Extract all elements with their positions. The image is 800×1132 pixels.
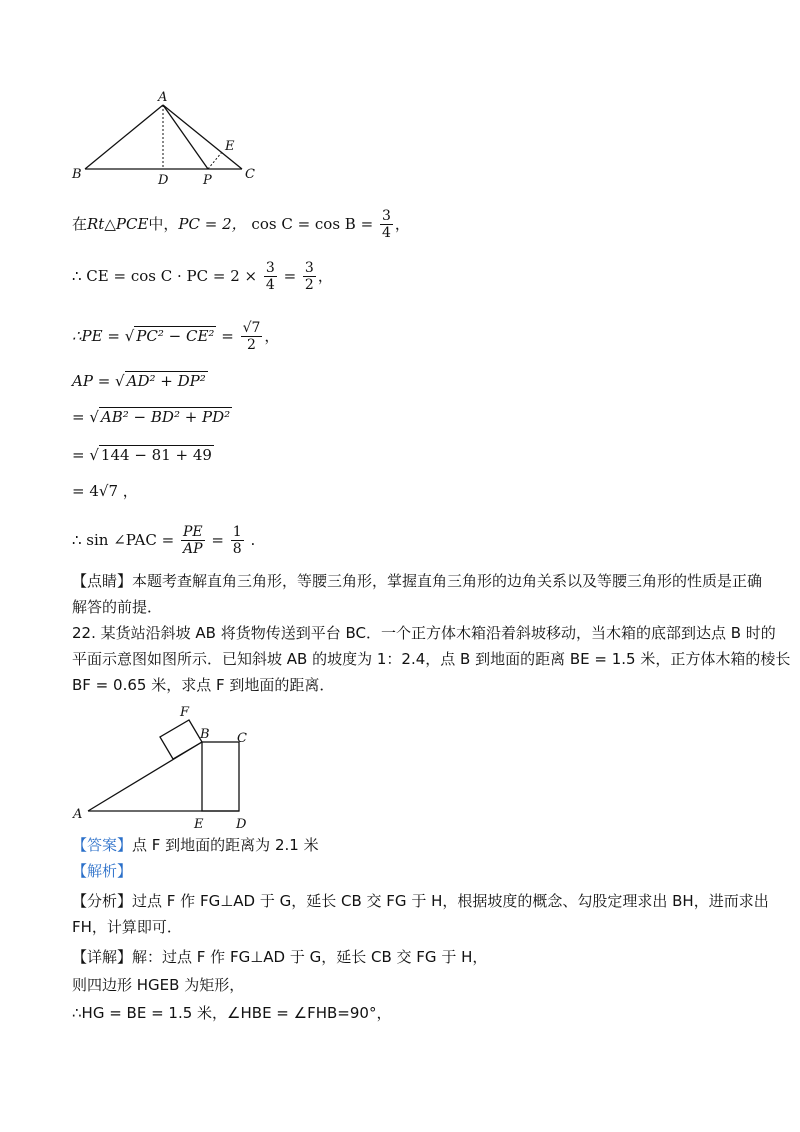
xiangjie-text: ∴HG = BE = 1.5 米，∠HBE = ∠FHB=90°， [72, 1004, 392, 1022]
xiangjie-line-2 [72, 974, 244, 996]
comment-line-2 [72, 596, 162, 618]
radicand: AB² − BD² + PD² [100, 408, 231, 426]
label-a2: A [73, 807, 83, 822]
numerator: 3 [381, 208, 391, 224]
radical: √ AD² + DP² [115, 372, 206, 390]
solution-line-5 [72, 406, 232, 428]
question-line-1 [72, 622, 776, 644]
solution-line-2 [72, 260, 333, 293]
question-line-3 [72, 674, 334, 696]
math: Rt△PCE [87, 215, 149, 233]
question-text: 22. 某货站沿斜坡 AB 将货物传送到平台 BC．一个正方体木箱沿着斜坡移动，当木箱的底部到达点 B 时的 [72, 624, 776, 642]
side-ab [85, 105, 163, 169]
text: 在 [72, 215, 88, 233]
denominator: 2 [304, 277, 314, 293]
radical: √ 144 − 81 + 49 [89, 446, 212, 464]
label-d2: D [236, 817, 247, 832]
fenxi-tag: 【分析】 [72, 892, 133, 910]
math: = [72, 446, 85, 464]
math: cos C = cos B = [251, 215, 374, 233]
question-text: BF = 0.65 米，求点 F 到地面的距离． [72, 676, 335, 694]
text: ， [394, 215, 410, 233]
numerator: 1 [232, 524, 242, 540]
solution-line-1 [72, 208, 410, 241]
segment-pe [208, 152, 222, 169]
numerator: 3 [304, 260, 314, 276]
fenxi-line-2 [72, 916, 182, 938]
label-p: P [203, 173, 212, 188]
comment-text: 解答的前提． [72, 598, 163, 616]
label-e2: E [194, 817, 204, 832]
label-c: C [245, 167, 255, 182]
xiangjie-line-1 [72, 946, 487, 968]
fraction [241, 320, 263, 353]
fenxi-text: FH，计算即可． [72, 918, 182, 936]
math: = [283, 267, 297, 285]
fraction [231, 524, 244, 557]
fraction [380, 208, 393, 241]
label-c2: C [237, 731, 247, 746]
fenxi-line-1 [72, 890, 769, 912]
radicand: PC² − CE² [136, 327, 215, 345]
radicand: AD² + DP² [126, 372, 206, 390]
label-d: D [158, 173, 169, 188]
xiangjie-line-3 [72, 1002, 391, 1024]
math: = 4√7 ， [72, 482, 138, 500]
math: ∴ sin ∠PAC = [72, 531, 175, 549]
fraction [303, 260, 316, 293]
math: ∴PE = [72, 327, 120, 345]
triangle-figure [60, 88, 280, 188]
math: ∴ CE = cos C · PC = 2 × [72, 267, 258, 285]
comment-text: 本题考查解直角三角形，等腰三角形，掌握直角三角形的边角关系以及等腰三角形的性质是正确 [132, 572, 763, 590]
denominator: AP [181, 540, 205, 557]
math: = [211, 531, 224, 549]
label-b2: B [200, 727, 210, 742]
xiangjie-text: 则四边形 HGEB 为矩形， [72, 976, 245, 994]
solution-line-3 [72, 320, 279, 353]
text: 中， [148, 215, 179, 233]
math: = [72, 408, 85, 426]
denominator: 4 [381, 225, 391, 241]
denominator: 8 [232, 541, 242, 557]
numerator: 3 [265, 260, 275, 276]
answer-tag: 【答案】 [72, 836, 133, 854]
math: PC = 2， [178, 215, 247, 233]
xiangjie-tag: 【详解】 [72, 948, 133, 966]
question-text: 平面示意图如图所示．已知斜坡 AB 的坡度为 1：2.4，点 B 到地面的距离 BE = 1.5 米，正方体木箱的棱长 [72, 650, 791, 668]
side-ac [163, 105, 242, 169]
radicand: 144 − 81 + 49 [100, 446, 212, 464]
denominator: 2 [241, 336, 263, 353]
answer-line [72, 834, 319, 856]
denominator: 4 [265, 277, 275, 293]
fenxi-text: 过点 F 作 FG⊥AD 于 G，延长 CB 交 FG 于 H，根据坡度的概念、勾股定理求出 BH，进而求出 [132, 892, 769, 910]
radical: √ AB² − BD² + PD² [89, 408, 231, 426]
segment-ap [163, 105, 208, 169]
comment-tag: 【点睛】 [72, 572, 133, 590]
solution-line-7 [72, 480, 138, 502]
math: = [221, 327, 234, 345]
fraction [181, 524, 205, 557]
analysis-line [72, 860, 132, 882]
math: AP = [72, 372, 111, 390]
analysis-tag: 【解析】 [72, 862, 133, 880]
platform-rect [202, 742, 239, 811]
slope-figure [68, 700, 268, 832]
question-line-2 [72, 648, 790, 670]
text: ， [317, 267, 333, 285]
label-a: A [158, 90, 168, 105]
text: ， [264, 327, 280, 345]
cube-box [160, 720, 202, 759]
answer-text: 点 F 到地面的距离为 2.1 米 [132, 836, 319, 854]
numerator: √7 [242, 320, 261, 336]
label-e: E [225, 139, 235, 154]
radical: √ PC² − CE² [124, 327, 215, 345]
solution-line-8 [72, 524, 255, 557]
fraction [264, 260, 277, 293]
label-b: B [72, 167, 82, 182]
solution-line-6 [72, 444, 214, 466]
text: . [250, 531, 256, 549]
solution-line-4 [72, 370, 208, 392]
label-f: F [180, 705, 190, 720]
xiangjie-text: 解：过点 F 作 FG⊥AD 于 G，延长 CB 交 FG 于 H， [132, 948, 488, 966]
comment-line-1 [72, 570, 762, 592]
numerator: PE [182, 524, 203, 540]
